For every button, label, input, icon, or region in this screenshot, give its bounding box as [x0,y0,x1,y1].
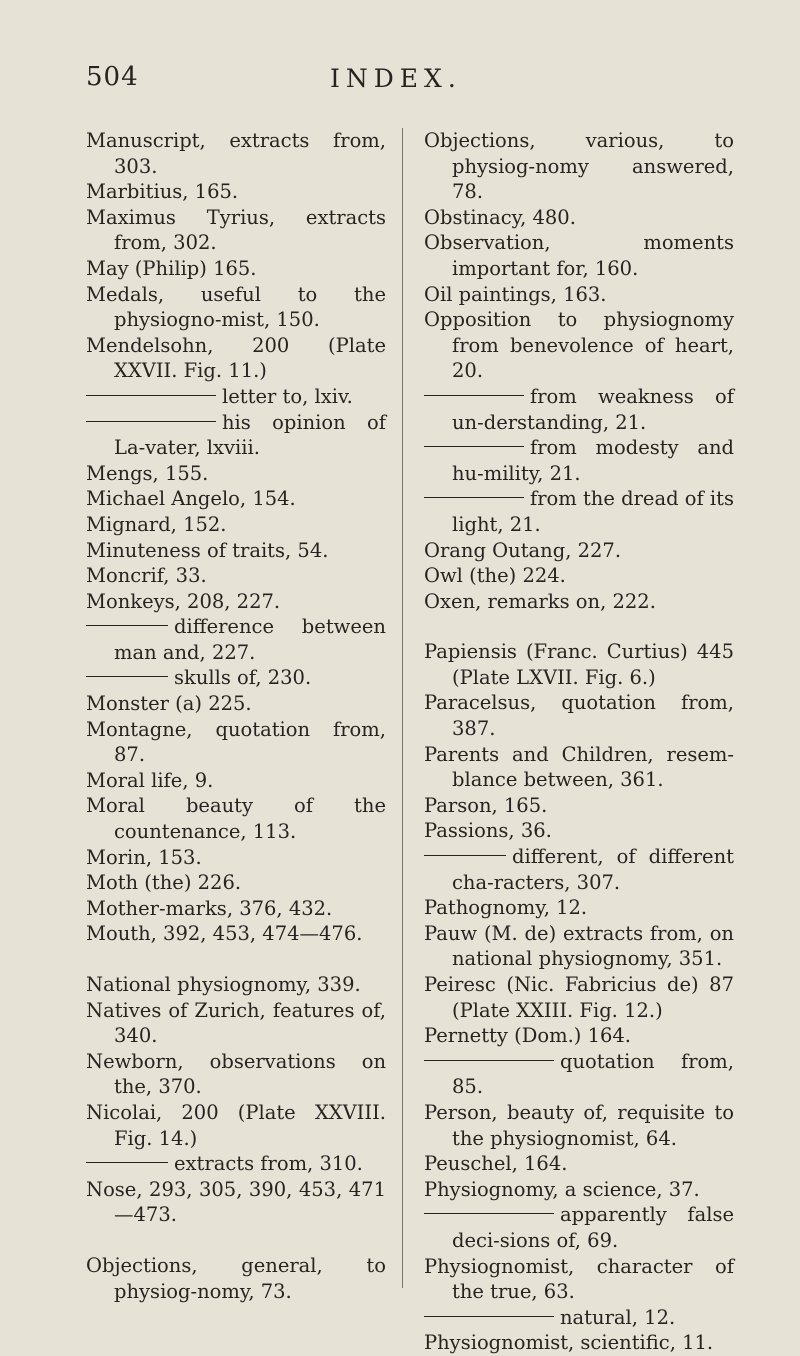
index-subentry [86,384,386,410]
entry-text: Nose, 293, 305, 390, 453, 471—473. [86,1177,386,1227]
entry-text: Newborn, observations on the, 370. [86,1049,386,1099]
entry-text: Natives of Zurich, features of, 340. [86,998,386,1048]
index-subentry [424,1049,734,1100]
index-entry [86,998,386,1049]
index-subentry [424,384,734,435]
entry-text: Medals, useful to the physiogno-mist, 150. [86,282,386,332]
entry-text: Parents and Children, resem-blance between, 361. [424,742,734,792]
column-divider [402,128,403,1288]
index-entry [424,563,734,589]
entry-text: Physiognomist, character of the true, 63. [424,1254,734,1304]
index-entry [86,538,386,564]
index-entry [424,1254,734,1305]
ditto-dash [424,855,506,856]
index-entry [424,895,734,921]
index-entry [86,793,386,844]
entry-text: Manuscript, extracts from, 303. [86,129,386,178]
index-entry [86,205,386,256]
index-entry [424,1023,734,1049]
ditto-dash [424,1316,554,1317]
entry-text: Nicolai, 200 (Plate XXVIII. Fig. 14.) [86,1100,386,1150]
entry-text: Passions, 36. [424,819,552,843]
ditto-dash [424,497,524,498]
index-entry [424,690,734,741]
entry-text: Mouth, 392, 453, 474—476. [86,922,363,946]
index-subentry [86,1151,386,1177]
entry-text: Pernetty (Dom.) 164. [424,1024,631,1048]
entry-text: Marbitius, 165. [86,180,239,204]
entry-text: Moral life, 9. [86,768,214,792]
entry-text: Michael Angelo, 154. [86,487,296,511]
index-subentry [424,1305,734,1331]
entry-text: Pauw (M. de) extracts from, on national physiognomy, 351. [424,921,734,971]
entry-text: Obstinacy, 480. [424,205,576,229]
entry-text: Montagne, quotation from, 87. [86,717,386,767]
index-entry [424,282,734,308]
ditto-dash [424,1213,554,1214]
entry-text: Parson, 165. [424,793,548,817]
index-entry [86,921,386,947]
index-subentry [424,1202,734,1253]
entry-text: National physiognomy, 339. [86,973,361,996]
index-column-right [424,128,734,1356]
index-entry [424,230,734,281]
index-entry [424,538,734,564]
entry-text: May (Philip) 165. [86,256,257,280]
index-entry [424,921,734,972]
entry-text: Owl (the) 224. [424,564,566,588]
entry-text: Physiognomist, scientific, 11. [424,1331,714,1355]
entry-text: letter to, lxiv. [222,384,353,408]
ditto-dash [424,446,524,447]
index-entry [86,972,386,998]
index-entry [424,589,734,615]
entry-text: his opinion of La-vater, lxviii. [114,410,386,460]
entry-text: Oil paintings, 163. [424,282,607,306]
index-entry [86,717,386,768]
entry-text: Monkeys, 208, 227. [86,589,281,613]
index-entry [86,589,386,615]
entry-text: Mengs, 155. [86,461,209,485]
entry-text: Orang Outang, 227. [424,538,622,562]
index-subentry [424,435,734,486]
entry-text: Mother-marks, 376, 432. [86,896,333,920]
index-entry [86,1100,386,1151]
entry-text: Person, beauty of, requisite to the physiognomist, 64. [424,1100,734,1150]
index-entry [424,307,734,384]
entry-text: Papiensis (Franc. Curtius) 445 (Plate LXVII. Fig. 6.) [424,640,734,689]
ditto-dash [424,1060,554,1061]
index-entry [86,1049,386,1100]
entry-text: Morin, 153. [86,845,202,869]
entry-text: Pathognomy, 12. [424,896,588,920]
index-entry [86,461,386,487]
index-entry [86,179,386,205]
index-entry [424,742,734,793]
index-entry [86,1253,386,1304]
ditto-dash [424,395,524,396]
entry-text: skulls of, 230. [174,666,312,690]
entry-text: Objections, various, to physiog-nomy answered, 78. [424,129,734,204]
page-number: 504 [86,62,139,92]
entry-text: from modesty and hu-mility, 21. [452,436,734,485]
index-entry [424,1100,734,1151]
entry-text: Oxen, remarks on, 222. [424,589,656,613]
entry-text: Maximus Tyrius, extracts from, 302. [86,205,386,255]
index-entry [86,333,386,384]
entry-text: Moncrif, 33. [86,564,207,588]
entry-text: Physiognomy, a science, 37. [424,1177,700,1201]
entry-text: natural, 12. [560,1305,676,1329]
index-entry [86,845,386,871]
index-entry [424,205,734,231]
index-column-left [86,128,386,1304]
index-entry [424,818,734,844]
index-entry [86,563,386,589]
entry-text: Objections, general, to physiog-nomy, 73. [86,1253,386,1303]
entry-text: Opposition to physiognomy from benevolence of heart, 20. [424,308,734,383]
ditto-dash [86,395,216,396]
entry-text: from weakness of un-derstanding, 21. [452,384,734,434]
ditto-dash [86,676,168,677]
index-subentry [86,665,386,691]
index-entry [86,1177,386,1228]
section-gap [86,1228,386,1253]
entry-text: Paracelsus, quotation from, 387. [424,691,734,741]
index-entry [86,512,386,538]
entry-text: Minuteness of traits, 54. [86,538,329,562]
index-entry [86,128,386,179]
index-entry [424,1151,734,1177]
index-entry [424,972,734,1023]
index-entry [424,1177,734,1203]
ditto-dash [86,625,168,626]
entry-text: Mignard, 152. [86,512,227,536]
index-entry [424,1330,734,1356]
entry-text: Moral beauty of the countenance, 113. [86,794,386,844]
entry-text: quotation from, 85. [452,1049,734,1099]
index-entry [86,282,386,333]
entry-text: Observation, moments important for, 160. [424,231,734,280]
entry-text: Peiresc (Nic. Fabricius de) 87 (Plate XXIII. Fig. 12.) [424,973,734,1022]
index-entry [424,793,734,819]
entry-text: Monster (a) 225. [86,692,252,716]
entry-text: Moth (the) 226. [86,871,242,895]
index-entry [86,691,386,717]
section-gap [86,947,386,972]
ditto-dash [86,1162,168,1163]
entry-text: Peuschel, 164. [424,1152,568,1176]
entry-text: from the dread of its light, 21. [452,487,734,536]
index-subentry [86,614,386,665]
index-entry [424,639,734,690]
entry-text: difference between man and, 227. [114,615,386,664]
entry-text: apparently false deci-sions of, 69. [452,1203,734,1252]
index-subentry [424,486,734,537]
entry-text: extracts from, 310. [174,1152,363,1176]
index-entry [424,128,734,205]
index-subentry [86,410,386,461]
entry-text: different, of different cha-racters, 307. [452,845,734,894]
index-subentry [424,844,734,895]
ditto-dash [86,421,216,422]
index-entry [86,256,386,282]
entry-text: Mendelsohn, 200 (Plate XXVII. Fig. 11.) [86,333,386,383]
index-entry [86,870,386,896]
running-head: INDEX. [330,64,462,93]
index-entry [86,486,386,512]
index-entry [86,768,386,794]
section-gap [424,614,734,639]
index-entry [86,896,386,922]
